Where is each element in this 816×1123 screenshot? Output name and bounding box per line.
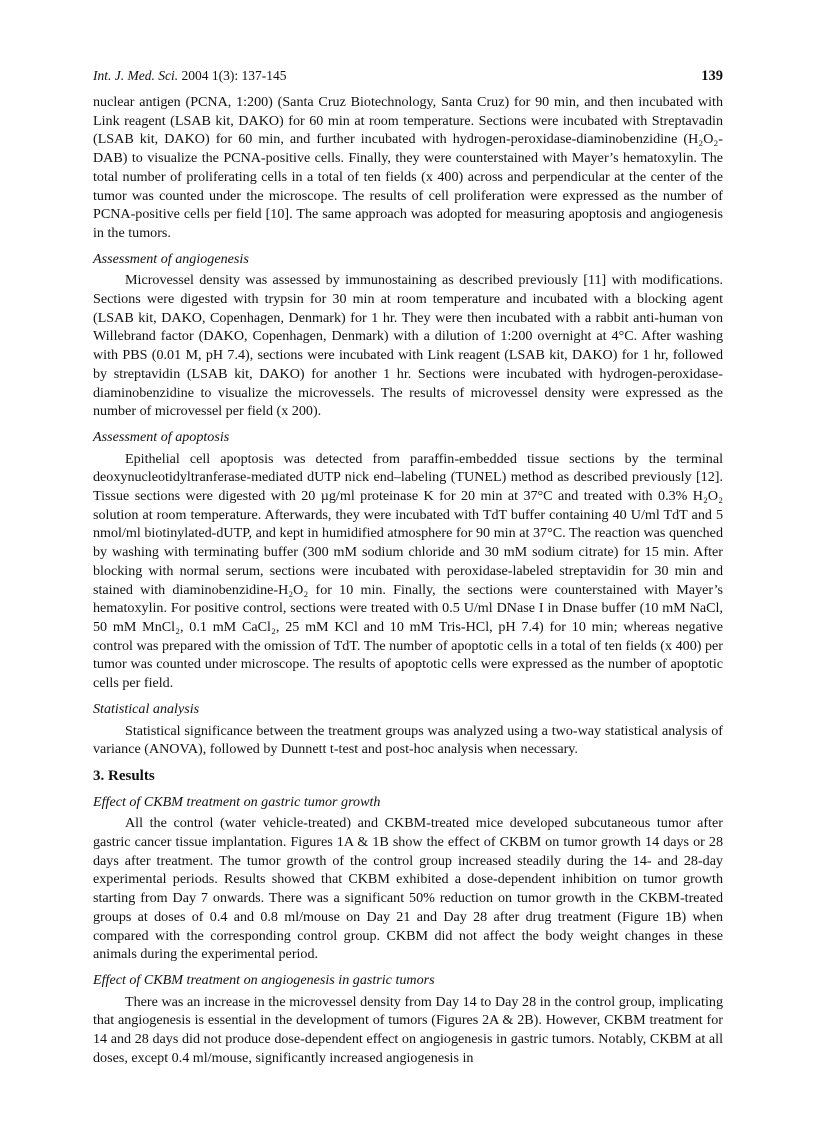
paragraph-tumor-growth: All the control (water vehicle-treated) and CKBM-treated mice developed subcutaneous tumor after gastric cancer tissue implantation. Figures 1A & 1B show the effect of CKBM on tumor growth 14 days or 28 days after treatment. The tumor growth of the control group increased steadily during the 14- and 28-day experimental periods. Results showed that CKBM exhibited a dose-dependent inhibition on tumor growth starting from Day 7 onwards. There was a significant 50% reduction on tumor growth in the CKBM-treated groups at doses of 0.4 and 0.8 ml/mouse on Day 21 and Day 28 after drug treatment (Figure 1B) when compared with the corresponding control group. CKBM did not affect the body weight changes in these animals during the experimental period. [93, 815, 723, 963]
subheading-tumor-growth: Effect of CKBM treatment on gastric tumor growth [93, 793, 381, 810]
journal-citation [93, 67, 286, 86]
paragraph-pcna-methods: nuclear antigen (PCNA, 1:200) (Santa Cruz Biotechnology, Santa Cruz) for 90 min, and then incubated with Link reagent (LSAB kit, DAKO) for 60 min at room temperature. Sections were incubated with Streptavadin (LSAB kit, DAKO) for 60 min, and further incubated with hydrogen-peroxidase-diaminobenzidine (H₂O₂-DAB) to visualize the PCNA-positive cells. Finally, they were counterstained with Mayer’s hematoxylin. The total number of proliferating cells in a total of ten fields (x 400) across and perpendicular at the center of the tumor was counted under the microscope. The results of cell proliferation were expressed as the number of PCNA-positive cells per field [10]. The same approach was adopted for measuring apoptosis and angiogenesis in the tumors. [93, 94, 723, 241]
subheading-angiogenesis-effect: Effect of CKBM treatment on angiogenesis in gastric tumors [93, 971, 435, 988]
journal-name: Int. J. Med. Sci. [93, 68, 179, 83]
paragraph-angiogenesis-effect: There was an increase in the microvessel density from Day 14 to Day 28 in the control group, implicating that angiogenesis is essential in the development of tumors (Figures 2A & 2B). However, CKBM treatment for 14 and 28 days did not produce dose-dependent effect on angiogenesis in gastric tumors. Notably, CKBM at all doses, except 0.4 ml/mouse, significantly increased angiogenesis in [93, 993, 723, 1066]
page-number: 139 [701, 68, 723, 84]
section-heading-results: 3. Results [93, 767, 155, 784]
paragraph-statistics: Statistical significance between the treatment groups was analyzed using a two-way statistical analysis of variance (ANOVA), followed by Dunnett t-test and post-hoc analysis when necessary. [93, 722, 723, 758]
subheading-statistics: Statistical analysis [93, 700, 200, 717]
paragraph-angiogenesis: Microvessel density was assessed by immunostaining as described previously [11] with modifications. Sections were digested with trypsin for 30 min at room temperature and incubated with a blocking agent (LSAB kit, DAKO, Copenhagen, Denmark) for 1 hr. They were then incubated with a rabbit anti-human von Willebrand factor (DAKO, Copenhagen, Denmark) with a dilution of 1:200 overnight at 4°C. After washing with PBS (0.01 M, pH 7.4), sections were incubated with Link reagent (LSAB kit, DAKO) for 1 hr, followed by streptavidin (LSAB kit, DAKO) for another 1 hr. Sections were incubated with hydrogen-peroxidase-diaminobenzidine to visualize the microvessels. The results of microvessel density were expressed as the number of microvessel per field (x 200). [93, 272, 723, 420]
running-header [93, 67, 723, 87]
paragraph-apoptosis: Epithelial cell apoptosis was detected from paraffin-embedded tissue sections by the terminal deoxynucleotidyltranferase-mediated dUTP nick end–labeling (TUNEL) method as described previously [12]. Tissue sections were digested with 20 µg/ml proteinase K for 20 min at 37°C and treated with 0.3% H₂O₂ solution at room temperature. Afterwards, they were incubated with TdT buffer containing 40 U/ml TdT and 5 nmol/ml biotinylated-dUTP, and kept in humidified atmosphere for 90 min at 37°C. The reaction was quenched by washing with terminating buffer (300 mM sodium chloride and 30 mM sodium citrate) for 15 min. After blocking with normal serum, sections were incubated with peroxidase-labeled streptavidin for 30 min and stained with diaminobenzidine-H₂O₂ for 10 min. Finally, the sections were counterstained with Mayer’s hematoxylin. For positive control, sections were treated with 0.5 U/ml DNase I in Dnase buffer (10 mM NaCl, 50 mM MnCl₂, 0.1 mM CaCl₂, 25 mM KCl and 10 mM Tris-HCl, pH 7.4) for 10 min; whereas negative control was prepared with the omission of TdT. The number of apoptotic cells in a total of ten fields (x 400) per tumor was counted under microscope. The results of apoptotic cells were expressed as the number of apoptotic cells per field. [93, 450, 723, 692]
subheading-apoptosis: Assessment of apoptosis [93, 428, 230, 445]
journal-issue: 2004 1(3): 137-145 [178, 68, 287, 83]
subheading-angiogenesis: Assessment of angiogenesis [93, 250, 249, 267]
article-body [93, 93, 723, 1067]
